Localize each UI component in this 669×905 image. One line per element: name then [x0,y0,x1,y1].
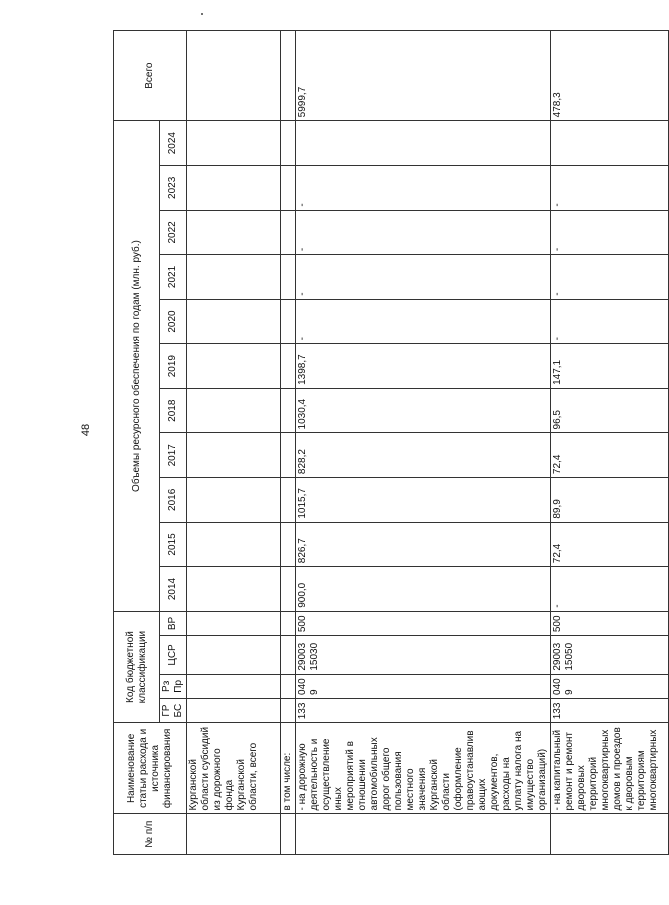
header-year: 2020 [160,299,187,344]
row-value: 1015,7 [296,478,551,523]
row-value [296,121,551,166]
row-value: 147,1 [551,344,669,389]
row-value [281,299,296,344]
row-value [281,166,296,211]
row-value: - [551,255,669,300]
row-code [281,698,296,722]
header-year: 2014 [160,567,187,612]
row-no [281,814,296,855]
row-value [281,567,296,612]
row-value: - [551,567,669,612]
row-code [187,674,281,698]
row-value [187,210,281,255]
row-value [187,478,281,523]
row-value [187,388,281,433]
row-value: 1030,4 [296,388,551,433]
row-value [281,522,296,567]
header-name: Наименование статьи расхода и источника финансирования [114,723,187,814]
row-code [187,636,281,675]
page-number: 48 [80,423,92,437]
header-year: 2023 [160,166,187,211]
row-value: - [296,166,551,211]
row-value: 96,5 [551,388,669,433]
row-code [281,636,296,675]
row-value [281,478,296,523]
table-row [296,31,551,855]
header-no: № п/п [114,814,187,855]
header-year: 2016 [160,478,187,523]
header-code-grbs: ГРБС [160,698,187,722]
row-value [281,344,296,389]
header-year: 2021 [160,255,187,300]
row-no [187,814,281,855]
row-no [296,814,551,855]
row-value: 72,4 [551,522,669,567]
row-value [187,255,281,300]
budget-table [113,30,669,855]
row-value [551,121,669,166]
row-name: в том числе: [281,723,296,814]
header-year: 2018 [160,388,187,433]
row-value [187,567,281,612]
row-code [281,611,296,635]
row-total [187,31,281,121]
row-total [281,31,296,121]
header-year: 2019 [160,344,187,389]
row-name: Курганской области субсидий из дорожного фонда Курганской области, всего [187,723,281,814]
row-value [187,344,281,389]
header-total: Всего [114,31,187,121]
header-year: 2015 [160,522,187,567]
header-year: 2024 [160,121,187,166]
row-value [187,121,281,166]
row-code: 0409 [551,674,669,698]
row-value: - [296,210,551,255]
row-code: 133 [296,698,551,722]
row-code: 500 [296,611,551,635]
row-value: 72,4 [551,433,669,478]
row-value: - [296,255,551,300]
row-code [187,698,281,722]
row-name: - на дорожную деятельность и осуществление иных мероприятий в отношении автомобильных дорог общего пользования местного значения Курганской области (оформление правоустанавливающих документов, расходы на уплату налога на имущество организаций) [296,723,551,814]
row-code: 29003 15050 [551,636,669,675]
row-value: 89,9 [551,478,669,523]
table-row [551,31,669,855]
row-total: 478,3 [551,31,669,121]
row-code: 29003 15030 [296,636,551,675]
row-code: 500 [551,611,669,635]
row-value: - [551,210,669,255]
row-value [187,166,281,211]
row-value [187,433,281,478]
row-code [187,611,281,635]
header-row-top [114,31,160,855]
row-value [281,388,296,433]
row-total: 5999,7 [296,31,551,121]
row-value [281,255,296,300]
row-name: - на капитальный ремонт и ремонт дворовых территорий многоквартирных домов и проездов к дворовым территориям многоквартирных [551,723,669,814]
row-code [281,674,296,698]
scan-speck [201,13,203,15]
header-volumes: Объемы ресурсного обеспечения по годам (млн. руб.) [114,121,160,611]
header-code-vr: ВР [160,611,187,635]
row-value: 828,2 [296,433,551,478]
header-year: 2022 [160,210,187,255]
row-value: - [551,299,669,344]
budget-table-frame [113,30,659,855]
row-value: 1398,7 [296,344,551,389]
header-budget-code: Код бюджетной классификации [114,611,160,722]
row-no [551,814,669,855]
header-code-rzpr: РзПр [160,674,187,698]
row-value: 826,7 [296,522,551,567]
row-value [187,299,281,344]
row-code: 133 [551,698,669,722]
row-value: - [551,166,669,211]
table-row [187,31,281,855]
row-value [281,210,296,255]
header-year: 2017 [160,433,187,478]
row-code: 0409 [296,674,551,698]
row-value [187,522,281,567]
table-row [281,31,296,855]
row-value [281,121,296,166]
row-value [281,433,296,478]
row-value: - [296,299,551,344]
header-code-csr: ЦСР [160,636,187,675]
row-value: 900,0 [296,567,551,612]
